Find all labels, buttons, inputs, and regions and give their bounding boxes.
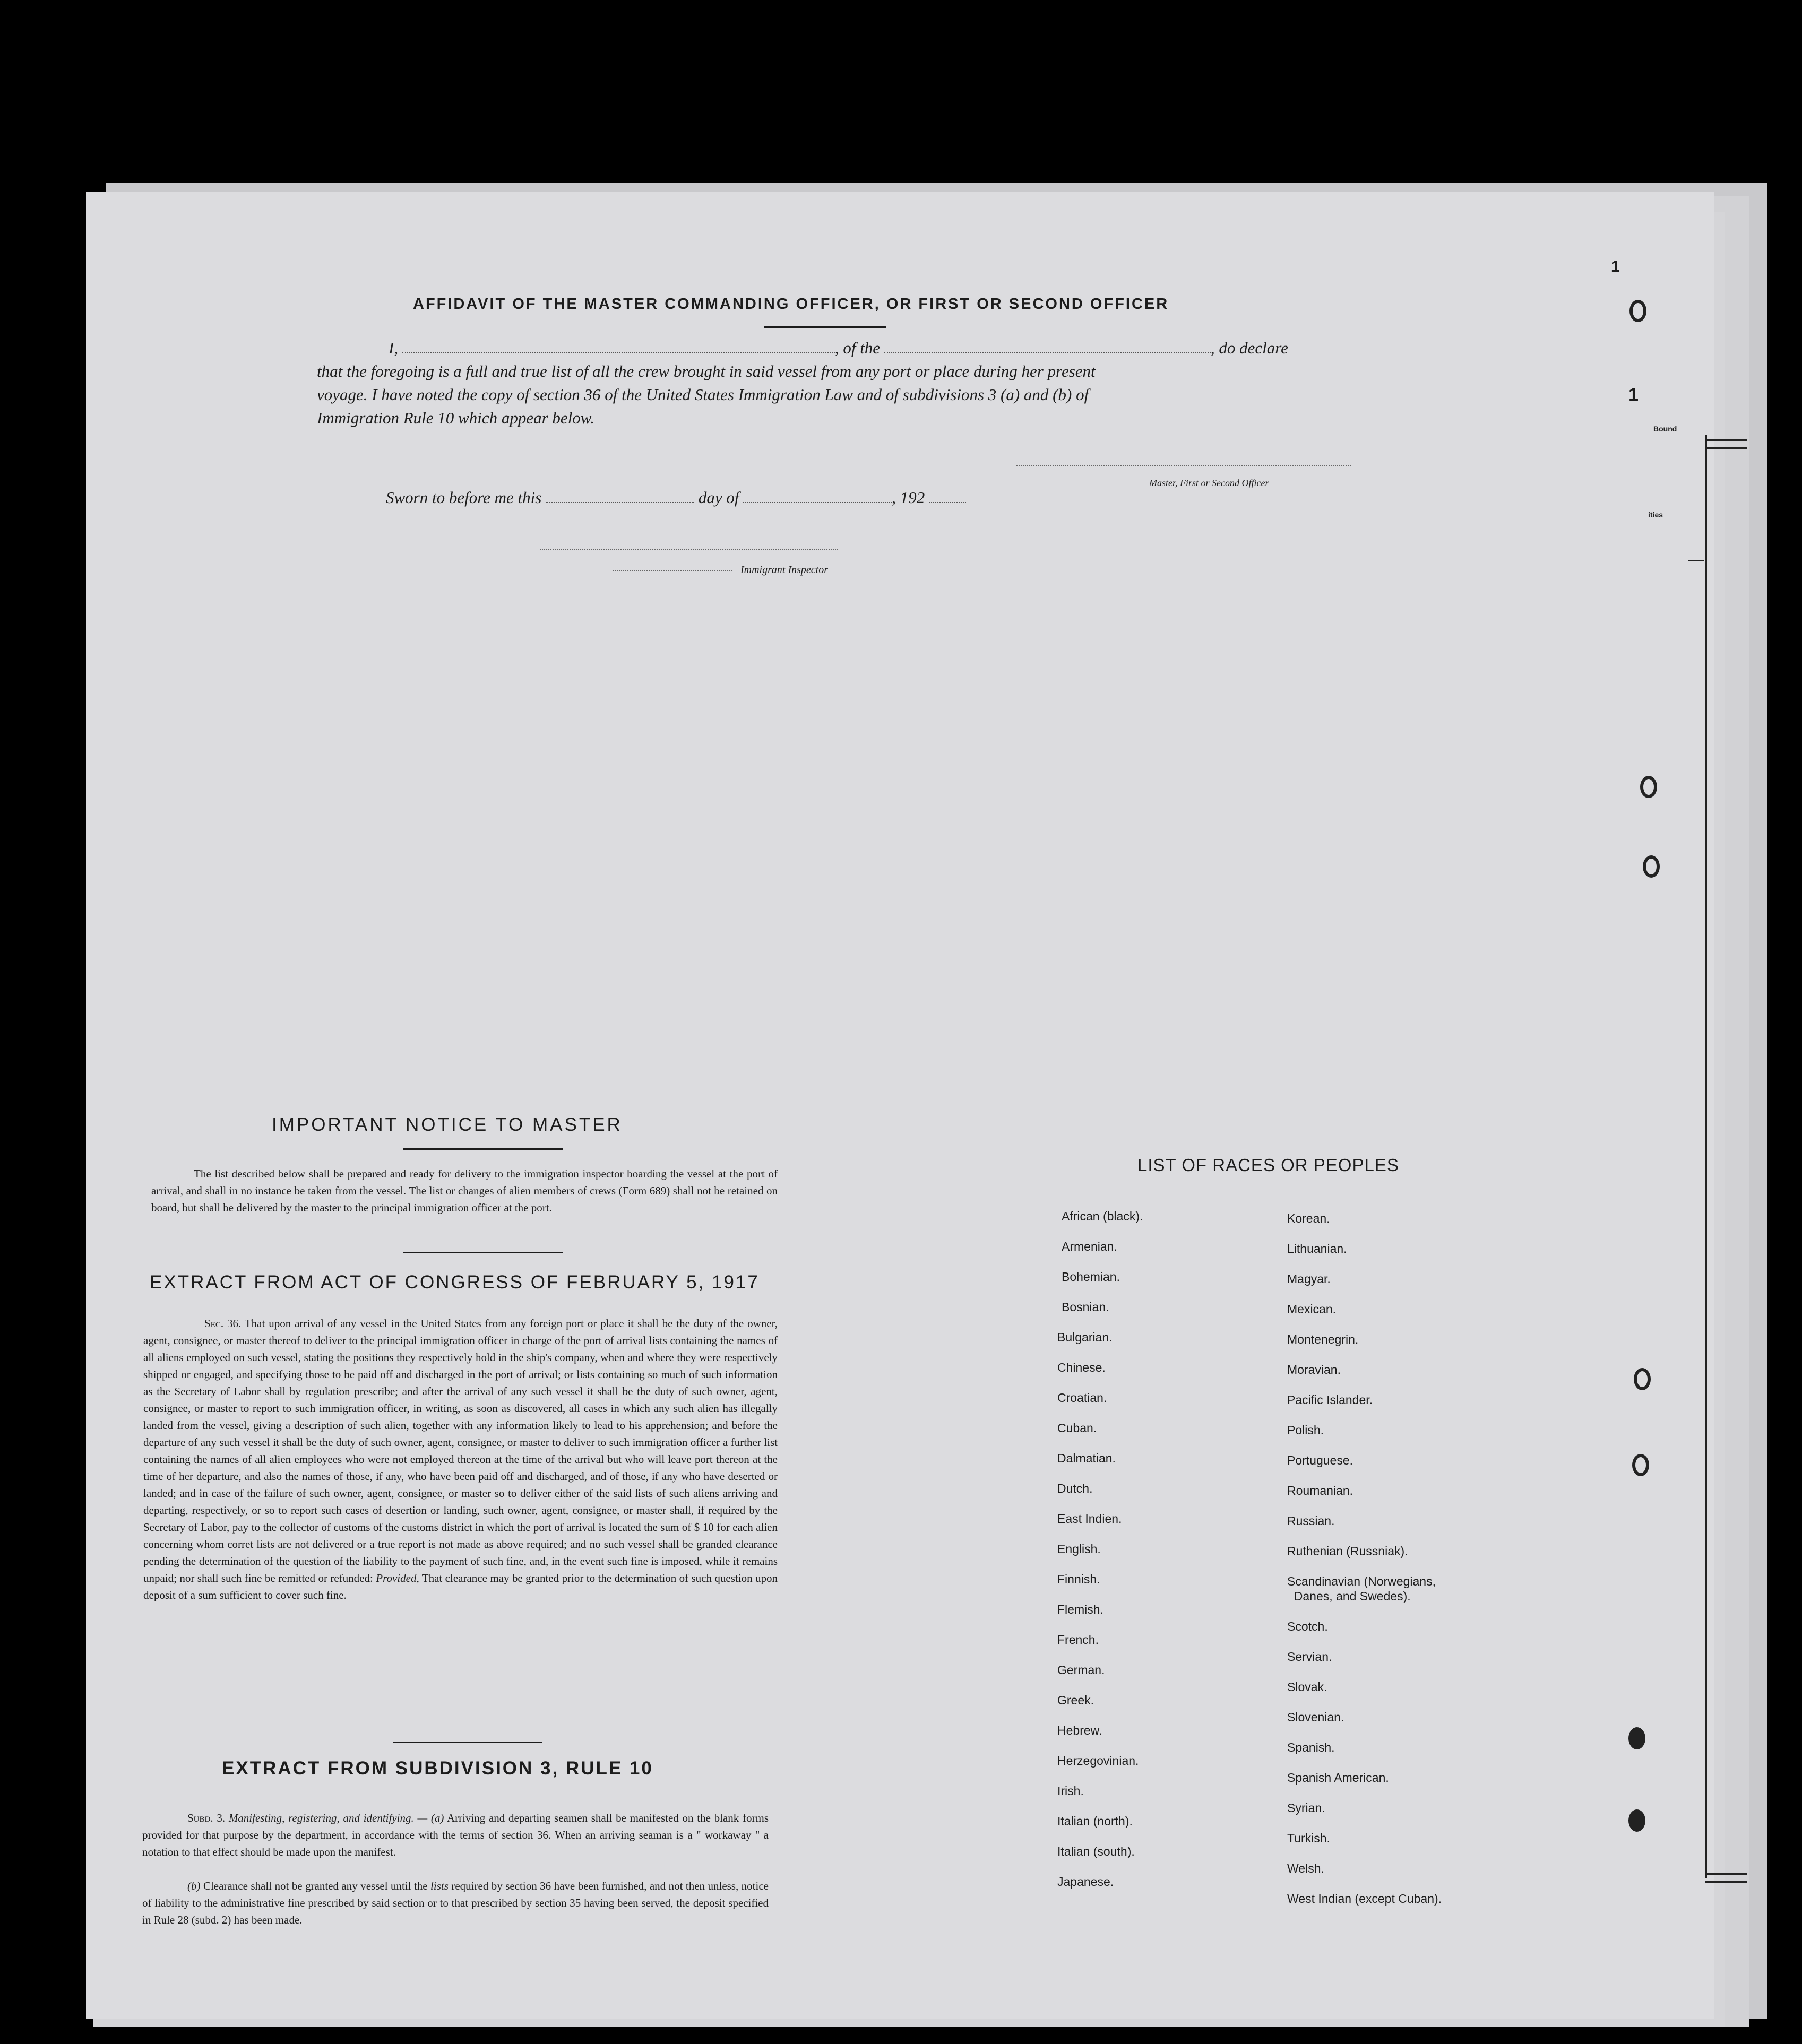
- race-item: Slovenian.: [1287, 1710, 1344, 1724]
- race-item: Dutch.: [1057, 1482, 1093, 1495]
- race-item: Finnish.: [1057, 1572, 1100, 1586]
- binding-hole-icon: [1629, 300, 1646, 322]
- race-item: East Indien.: [1057, 1512, 1122, 1526]
- race-item: Dalmatian.: [1057, 1451, 1116, 1465]
- rule-para-a: [142, 1809, 769, 1860]
- race-item: Roumanian.: [1287, 1484, 1353, 1497]
- margin-bound-label: Bound: [1653, 425, 1677, 433]
- race-item: West Indian (except Cuban).: [1287, 1892, 1442, 1906]
- sworn-text: Sworn to before me this: [386, 488, 542, 507]
- race-item: Slovak.: [1287, 1680, 1327, 1694]
- race-item: Bulgarian.: [1057, 1330, 1113, 1344]
- race-item: Greek.: [1057, 1693, 1094, 1707]
- act-body: [143, 1315, 778, 1604]
- inspector-signature-line: [540, 549, 838, 550]
- binding-hole-icon: [1640, 776, 1657, 798]
- races-title: LIST OF RACES OR PEOPLES: [1137, 1155, 1399, 1175]
- race-item: Portuguese.: [1287, 1453, 1353, 1467]
- year-text: , 192: [892, 488, 925, 507]
- affidavit-first-line: [389, 339, 1288, 358]
- sheet-edge-tick: [1705, 439, 1747, 441]
- sheet-edge-tick: [1705, 447, 1747, 449]
- month-blank: [743, 501, 892, 503]
- binding-hole-icon: [1643, 855, 1660, 878]
- notice-body: The list described below shall be prepared and ready for delivery to the immigration inspector boarding the vessel at the port of arrival, and shall in no instance be taken from the vessel. The list or changes of alien members of crews (Form 689) shall not be retained on board, but shall be delivered by the master to the principal immigration officer at the port.: [151, 1167, 778, 1214]
- binding-hole-icon: [1628, 1727, 1645, 1749]
- race-item: Bosnian.: [1062, 1300, 1109, 1314]
- sheet-edge-tick: [1705, 1873, 1747, 1875]
- day-blank: [546, 501, 694, 503]
- margin-ities-label: ities: [1648, 510, 1663, 519]
- race-item: Flemish.: [1057, 1603, 1103, 1616]
- act-section-label: Sec. 36.: [204, 1317, 242, 1330]
- sheet-edge-tick: [1688, 560, 1704, 561]
- race-item: Croatian.: [1057, 1391, 1107, 1405]
- sheet-edge-tick: [1705, 1881, 1747, 1883]
- race-item: Japanese.: [1057, 1875, 1114, 1889]
- race-item: Servian.: [1287, 1650, 1332, 1664]
- race-item: French.: [1057, 1633, 1099, 1647]
- binding-hole-icon: [1632, 1454, 1649, 1476]
- divider: [764, 326, 886, 328]
- affidavit-declare: , do declare: [1210, 339, 1288, 357]
- year-blank: [929, 501, 966, 503]
- race-item: Moravian.: [1287, 1363, 1341, 1376]
- rule-para-b-lists: lists: [430, 1880, 449, 1892]
- rule-para-a-text: Arriving and departing seamen shall be manifested on the blank forms provided for that purpose by the department, in accordance with the terms of section 36. When an arriving seaman is a " workaway " a notation to that effect should be made upon the manifest.: [142, 1812, 769, 1858]
- sworn-line: [386, 488, 966, 507]
- affidavit-body-3: Immigration Rule 10 which appear below.: [317, 409, 594, 427]
- affidavit-body-1: that the foregoing is a full and true list of all the crew brought in said vessel from any port or place during her present: [317, 362, 1096, 380]
- race-item: Welsh.: [1287, 1861, 1324, 1875]
- race-item: Syrian.: [1287, 1801, 1325, 1815]
- signature-label: Master, First or Second Officer: [1149, 478, 1269, 488]
- race-item: Spanish.: [1287, 1740, 1335, 1754]
- name-blank: [402, 352, 835, 353]
- sheet-edge-line: [1705, 435, 1707, 1878]
- signature-line: [1016, 465, 1351, 466]
- race-item: Chinese.: [1057, 1361, 1106, 1374]
- rule-para-b-text-1: Clearance shall not be granted any vessel until the: [203, 1880, 428, 1892]
- race-item: Italian (north).: [1057, 1814, 1133, 1828]
- vessel-blank: [884, 352, 1211, 353]
- race-item: Spanish American.: [1287, 1771, 1389, 1785]
- affidavit-body-2: voyage. I have noted the copy of section 36 of the United States Immigration Law and of subdivisions 3 (a) and (b) of: [317, 385, 1089, 404]
- race-item: Polish.: [1287, 1423, 1324, 1437]
- inspector-short-line: [613, 570, 732, 571]
- rule-para-b: [142, 1877, 769, 1928]
- affidavit-i: I,: [389, 339, 399, 357]
- document-page: [86, 192, 1714, 2019]
- race-item: Italian (south).: [1057, 1844, 1135, 1858]
- race-item: German.: [1057, 1663, 1105, 1677]
- rule-title: EXTRACT FROM SUBDIVISION 3, RULE 10: [222, 1758, 653, 1779]
- race-item: Korean.: [1287, 1211, 1330, 1225]
- act-provided-text: That clearance may be granted prior to the determination of such question upon deposit of a sum sufficient to cover such fine.: [143, 1572, 778, 1601]
- race-item: Russian.: [1287, 1514, 1335, 1528]
- rule-para-b-text-2: required by section 36 have been furnished, and not then unless, notice of liability to the administrative fine prescribed by said section or to that prescribed by section 35 having been served, the deposit specified in Rule 28 (subd. 2) has been made.: [142, 1880, 769, 1926]
- race-item: Herzegovinian.: [1057, 1754, 1139, 1768]
- race-item: Irish.: [1057, 1784, 1084, 1798]
- race-item: Scandinavian (Norwegians, Danes, and Swedes).: [1287, 1574, 1436, 1603]
- act-title: EXTRACT FROM ACT OF CONGRESS OF FEBRUARY 5, 1917: [150, 1272, 760, 1293]
- race-item: Armenian.: [1062, 1240, 1117, 1253]
- day-of-text: day of: [698, 488, 739, 507]
- margin-number: 1: [1628, 385, 1639, 405]
- inspector-label: Immigrant Inspector: [740, 564, 828, 576]
- race-item: Magyar.: [1287, 1272, 1331, 1286]
- act-section-text: That upon arrival of any vessel in the United States from any foreign port or place it shall be the duty of the owner, agent, consignee, or master thereof to deliver to the principal immigration officer in charge of the port of arrival lists containing the names of all aliens employed on such vessel, stating the positions they respectively hold in the ship's company, when and where they were respectively shipped or engaged, and specifying those to be paid off and discharged in the port of arrival; or lists containing so much of such information as the Secretary of Labor shall by regulation prescribe; and after the arrival of any such vessel it shall be the duty of such owner, agent, consignee, or master to report to such immigration officer, in writing, as soon as discovered, all cases in which any such alien has illegally landed from the vessel, giving a description of such alien, together with any information likely to lead to his apprehension; and before the departure of any such vessel it shall be the duty of such owner, agent, consignee, or master to deliver to such immigration officer a further list containing the names of all alien employees who were not employed thereon at the time of the arrival but who will leave port thereon at the time of her departure, and also the names of those, if any, who have been paid off and discharged, and of those, if any who have deserted or landed; and in case of the failure of such owner, agent, consignee, or master so to deliver either of the said lists of such aliens arriving and departing, respectively, or so to report such cases of desertion or landing, such owner, agent, consignee, or master shall, if required by the Secretary of Labor, pay to the collector of customs of the customs district in which the port of arrival is located the sum of $ 10 for each alien concerning whom corret lists are not delivered or a true report is not made as above required; and no such vessel shall be granded clearance pending the determination of the question of the liability to the payment of such fine, and, in the event such fine is imposed, while it remains unpaid; nor shall such fine be remitted or refunded:: [143, 1317, 778, 1584]
- divider: [403, 1148, 563, 1150]
- race-item: Montenegrin.: [1287, 1332, 1359, 1346]
- binding-hole-icon: [1628, 1809, 1645, 1832]
- race-item: Ruthenian (Russniak).: [1287, 1544, 1408, 1558]
- race-item: Mexican.: [1287, 1302, 1337, 1316]
- binding-hole-icon: [1634, 1368, 1651, 1390]
- race-item: Hebrew.: [1057, 1723, 1102, 1737]
- affidavit-title: AFFIDAVIT OF THE MASTER COMMANDING OFFICER, OR FIRST OR SECOND OFFICER: [413, 296, 1169, 313]
- race-item: Bohemian.: [1062, 1270, 1120, 1284]
- divider: [393, 1742, 542, 1743]
- race-item: Scotch.: [1287, 1619, 1328, 1633]
- race-item: Pacific Islander.: [1287, 1393, 1373, 1407]
- rule-subd-heading: Manifesting, registering, and identifying. — (a): [228, 1812, 444, 1824]
- race-item: Turkish.: [1287, 1831, 1330, 1845]
- notice-title: IMPORTANT NOTICE TO MASTER: [272, 1114, 623, 1135]
- act-provided-label: Provided,: [376, 1572, 419, 1584]
- rule-para-b-label: (b): [187, 1880, 201, 1892]
- race-item: English.: [1057, 1542, 1101, 1556]
- race-item: Lithuanian.: [1287, 1242, 1347, 1255]
- affidavit-of-the: , of the: [834, 339, 881, 357]
- race-item: Cuban.: [1057, 1421, 1097, 1435]
- rule-subd-label: Subd. 3.: [187, 1812, 226, 1824]
- margin-number-top: 1: [1611, 258, 1620, 275]
- divider: [403, 1252, 563, 1253]
- race-item: African (black).: [1062, 1209, 1143, 1223]
